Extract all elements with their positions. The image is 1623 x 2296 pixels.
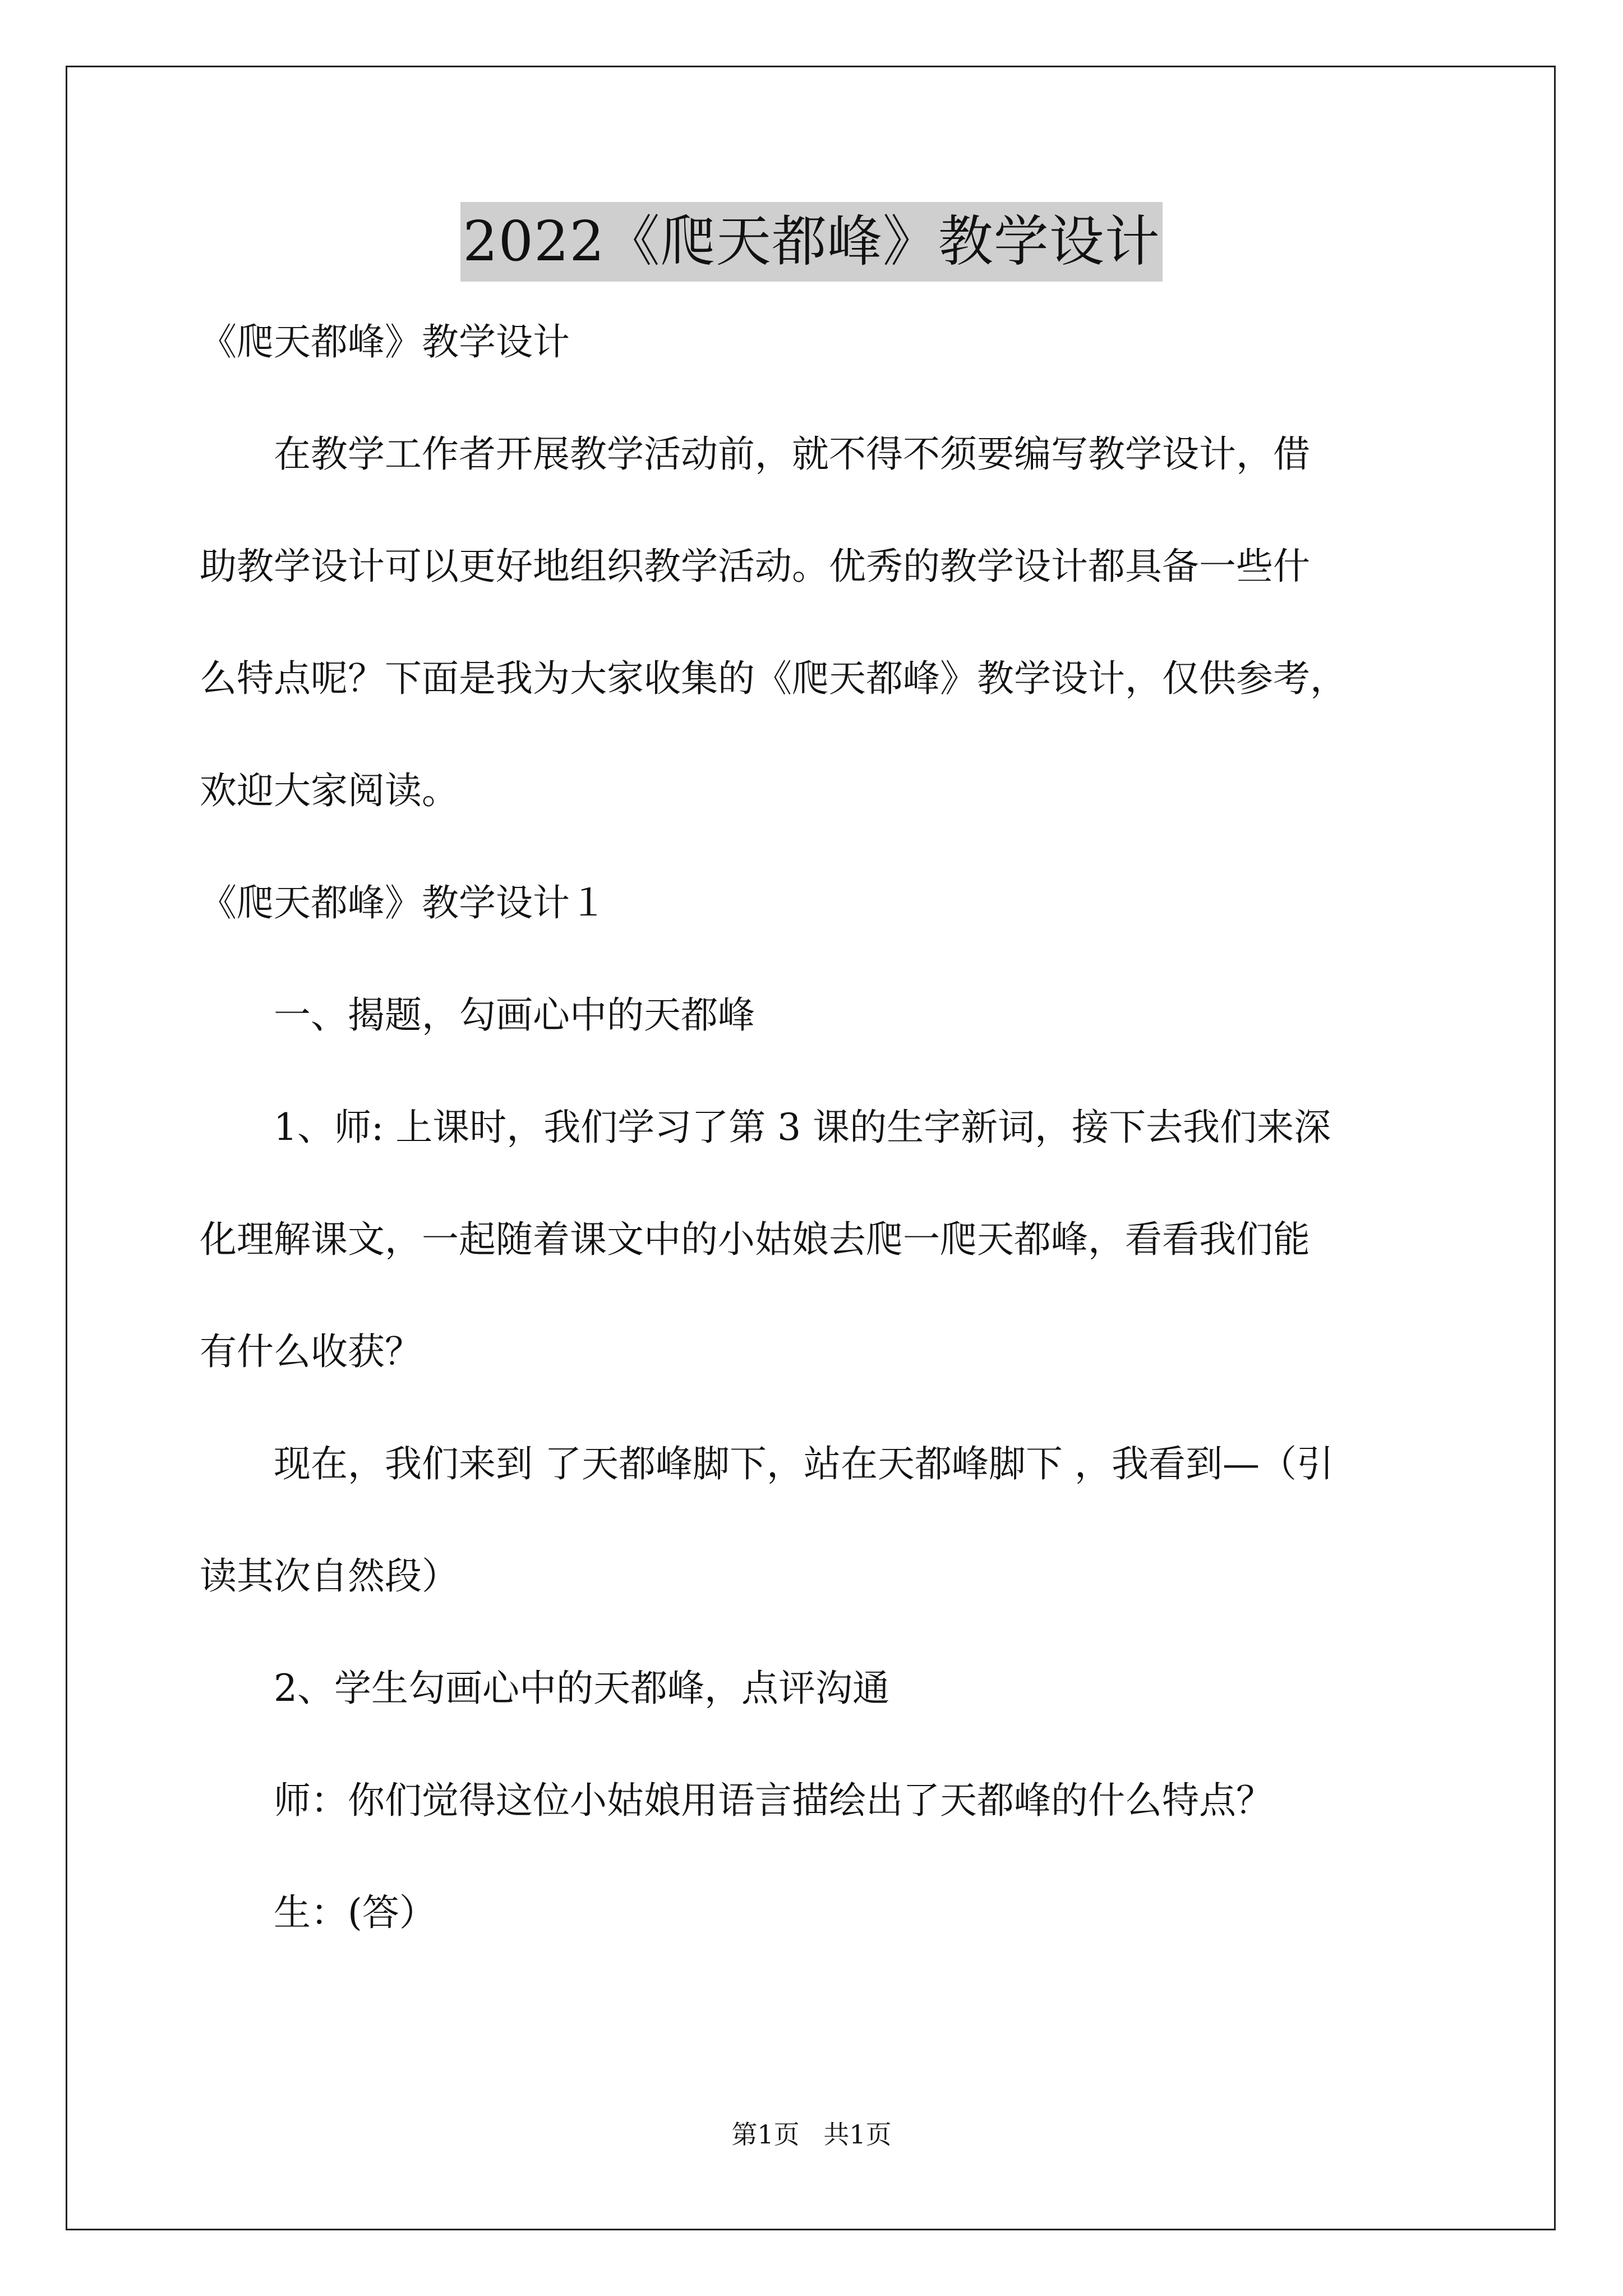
paragraph-line: 在教学工作者开展教学活动前，就不得不须要编写教学设计，借 bbox=[200, 432, 1310, 476]
paragraph-line: 现在，我们来到 了天都峰脚下，站在天都峰脚下 ，我看到—（引 bbox=[200, 1442, 1334, 1485]
line-spacer bbox=[200, 931, 1433, 987]
paragraph-line: 读其次自然段） bbox=[200, 1554, 459, 1598]
paragraph-line: 助教学设计可以更好地组织教学活动。优秀的教学设计都具备一些什 bbox=[200, 545, 1310, 588]
paragraph-line: 一、揭题，勾画心中的天都峰 bbox=[200, 993, 755, 1037]
document-title: 2022《爬天都峰》教学设计 bbox=[460, 202, 1162, 282]
page-total: 共1页 bbox=[823, 2119, 892, 2150]
page-number: 第1页 bbox=[731, 2119, 800, 2150]
paragraph-line: 化理解课文，一起随着课文中的小姑娘去爬一爬天都峰，看看我们能 bbox=[200, 1218, 1310, 1261]
line-spacer bbox=[200, 707, 1433, 763]
section-spacer bbox=[200, 819, 1433, 875]
paragraph-line: 《爬天都峰》教学设计 bbox=[200, 320, 570, 364]
line-spacer bbox=[200, 1717, 1433, 1773]
title-container bbox=[0, 202, 1623, 282]
line-spacer bbox=[200, 595, 1433, 651]
line-spacer bbox=[200, 482, 1433, 539]
line-spacer bbox=[200, 1268, 1433, 1324]
document-body bbox=[200, 314, 1433, 1941]
line-spacer bbox=[200, 370, 1433, 426]
line-spacer bbox=[200, 1492, 1433, 1548]
paragraph-line: 师：你们觉得这位小姑娘用语言描绘出了天都峰的什么特点？ bbox=[200, 1779, 1273, 1822]
paragraph-line: 欢迎大家阅读。 bbox=[200, 769, 459, 812]
paragraph-line: 《爬天都峰》教学设计１ bbox=[200, 881, 607, 924]
line-spacer bbox=[200, 1604, 1433, 1660]
paragraph-line: 1、师: 上课时，我们学习了第 3 课的生字新词，接下去我们来深 bbox=[200, 1106, 1331, 1149]
paragraph-line: 2、学生勾画心中的天都峰，点评沟通 bbox=[200, 1667, 889, 1710]
line-spacer bbox=[200, 1156, 1433, 1212]
paragraph-line: 么特点呢？下面是我为大家收集的《爬天都峰》教学设计，仅供参考， bbox=[200, 657, 1347, 700]
paragraph-line: 生：(答） bbox=[200, 1891, 436, 1934]
line-spacer bbox=[200, 1829, 1433, 1885]
paragraph-line: 有什么收获？ bbox=[200, 1330, 422, 1373]
line-spacer bbox=[200, 1043, 1433, 1099]
page-footer bbox=[0, 2118, 1623, 2151]
line-spacer bbox=[200, 1380, 1433, 1436]
